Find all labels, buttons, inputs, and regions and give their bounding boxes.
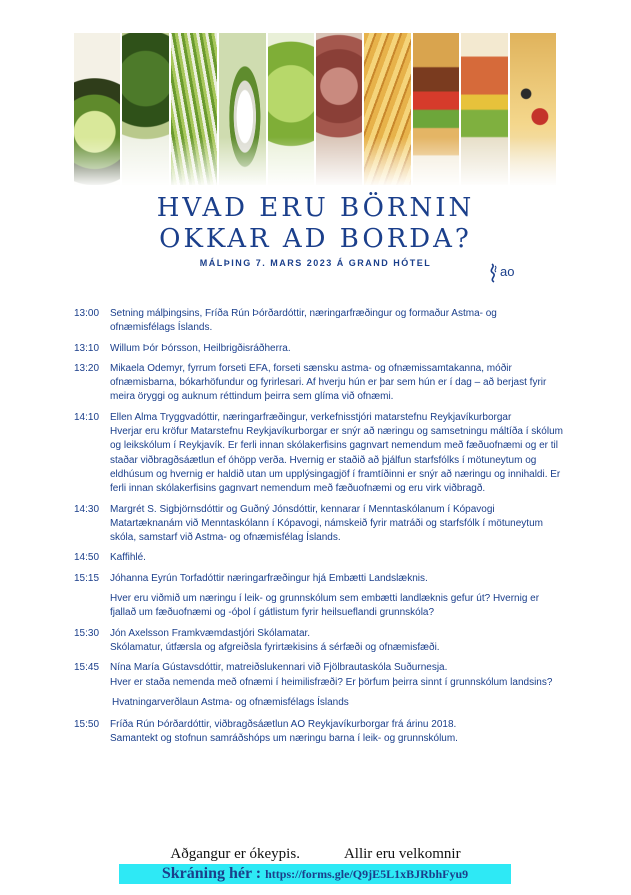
program-description bbox=[110, 551, 564, 565]
program-line: Margrét S. Sigbjörnsdóttir og Guðný Jónsdóttir, kennarar í Menntaskólanum í Kópavogi bbox=[110, 503, 495, 515]
program-line: Hverjar eru kröfur Matarstefnu Reykjavíkurborgar er snýr að næringu og samsetningu máltíða í skólum og leikskólum í Reykjavík. Er ferli innan skólakerfisins gagnvart nemendum með fæðuofnæmi og er til staðar viðbragðsáætlun ef óhöpp verða. Hvernig er staðið að þjálfun starfsfólks í mötuneytum og eldhúsum og hvernig er haldið utan um upplýsingagjöf í framtíðinni er snýr að næringu og innihaldi. Er ferli innan skólakerfisins gagnvart nemendum með fæðuofnæmi og eru virk viðbragð. bbox=[110, 426, 563, 495]
program-line: Nína María Gústavsdóttir, matreiðslukennari við Fjölbrautaskóla Suðurnesja. bbox=[110, 662, 448, 674]
program-description bbox=[110, 572, 564, 586]
program-line: Setning málþingsins, Fríða Rún Þórðardóttir, næringarfræðingur og formaður Astma- og ofnæmisfélags Íslands. bbox=[110, 308, 497, 334]
welcome-text: Allir eru velkomnir bbox=[343, 846, 461, 862]
program-line: Jón Axelsson Framkvæmdastjóri Skólamatar. bbox=[110, 627, 311, 639]
program-item bbox=[74, 362, 564, 405]
program-line: Mikaela Odemyr, fyrrum forseti EFA, forseti sænsku astma- og ofnæmissamtakanna, móðir ofnæmisbarna, bókarhöfundur og fyrirlesari. Af hverju hún er þar sem hún er í dag – að berjast fyrir meira öryggi og auknum réttindum þeirra sem glíma við ofnæmi. bbox=[110, 362, 547, 403]
program-line: Jóhanna Eyrún Torfadóttir næringarfræðingur hjá Embætti Landslæknis. bbox=[110, 572, 428, 584]
program-line: Samantekt og stofnun samráðshóps um næringu barna í leik- og grunnskólum. bbox=[110, 733, 458, 745]
program-description bbox=[110, 661, 564, 690]
program-list bbox=[74, 307, 564, 753]
program-item bbox=[74, 307, 564, 336]
logo-text: ao bbox=[500, 264, 515, 279]
award-heading: Hvatningarverðlaun Astma- og ofnæmisfélags Íslands bbox=[112, 696, 349, 708]
program-time: 15:15 bbox=[74, 572, 100, 584]
program-description bbox=[110, 411, 564, 497]
program-line: Fríða Rún Þórðardóttir, viðbragðsáætlun AO Reykjavíkurborgar frá árinu 2018. bbox=[110, 719, 457, 731]
title-line-1: HVAD ERU BÖRNIN bbox=[156, 193, 475, 223]
program-time: 15:50 bbox=[74, 719, 100, 731]
program-item bbox=[74, 718, 564, 747]
program-item bbox=[74, 503, 564, 546]
program-description bbox=[110, 342, 564, 356]
program-time: 14:10 bbox=[74, 411, 100, 423]
program-line: Kaffihlé. bbox=[110, 552, 146, 564]
program-line: Matartæknanám við Menntaskólann í Kópavogi, námskeið fyrir matráði og starfsfólk í mötuneytum skóla, samstarf við Astma- og ofnæmisfélag Íslands. bbox=[110, 517, 543, 544]
program-line: Willum Þór Þórsson, Heilbrigðisráðherra. bbox=[110, 342, 291, 354]
program-time bbox=[74, 592, 110, 621]
program-time: 13:00 bbox=[74, 308, 100, 319]
program-item bbox=[74, 551, 564, 565]
program-item bbox=[74, 627, 564, 656]
program-item bbox=[74, 572, 564, 586]
program-description bbox=[110, 592, 564, 621]
program-line: Hver eru viðmið um næringu í leik- og grunnskólum sem embætti landlæknis gefur út? Hvernig er fjallað um fæðuofnæmi og -óþol í gátlistum fyrir heilsueflandi grunnskóla? bbox=[110, 593, 540, 619]
program-description bbox=[110, 307, 564, 336]
program-time: 15:45 bbox=[74, 662, 100, 674]
program-line: Hver er staða nemenda með ofnæmi í heimilisfræði? Er þörfum þeirra sinnt í grunnskólum landsins? bbox=[110, 676, 553, 688]
program-description bbox=[110, 362, 564, 405]
program-item bbox=[74, 661, 564, 690]
food-banner-image bbox=[74, 33, 558, 185]
program-item bbox=[74, 411, 564, 497]
program-time: 14:50 bbox=[74, 552, 100, 564]
title-line-2: OKKAR AD BORDA? bbox=[159, 224, 472, 254]
program-item bbox=[74, 342, 564, 356]
program-description bbox=[110, 503, 564, 546]
registration-link[interactable]: https://forms.gle/Q9jE5L1xBJRbhFyu9 bbox=[265, 867, 469, 881]
program-time: 14:30 bbox=[74, 503, 100, 515]
program-time: 13:20 bbox=[74, 362, 100, 374]
program-time: 15:30 bbox=[74, 627, 100, 639]
event-subtitle: MÁLÞING 7. MARS 2023 Á GRAND HÓTEL bbox=[199, 258, 432, 268]
program-description bbox=[110, 627, 564, 656]
program-line: Ellen Alma Tryggvadóttir, næringarfræðingur, verkefnisstjóri matarstefnu Reykjavíkurborgar bbox=[110, 411, 512, 423]
program-item bbox=[74, 592, 564, 621]
footer-note bbox=[0, 846, 631, 863]
free-admission-text: Aðgangur er ókeypis. bbox=[170, 846, 300, 862]
program-time: 13:10 bbox=[74, 342, 100, 354]
program-description bbox=[110, 718, 564, 747]
registration-banner bbox=[119, 864, 511, 884]
program-line: Skólamatur, útfærsla og afgreiðsla fyrirtækisins á sérfæði og ofnæmisfæði. bbox=[110, 641, 440, 653]
registration-label: Skráning hér : bbox=[161, 865, 262, 882]
banner-fade bbox=[74, 137, 558, 185]
